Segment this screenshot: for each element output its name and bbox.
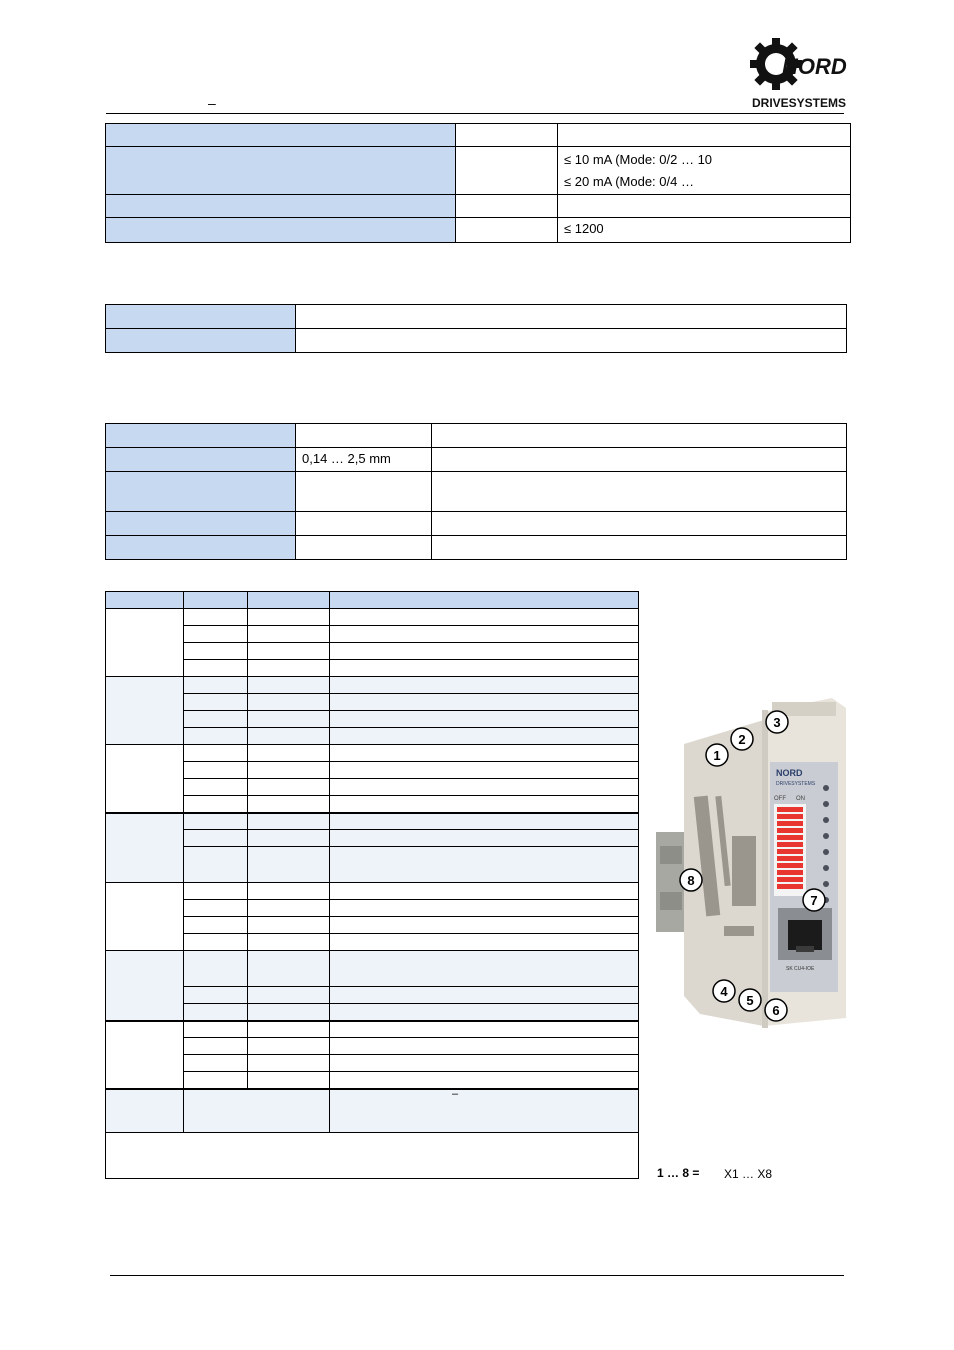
callout-4 [713, 980, 735, 1002]
svg-text:5: 5 [746, 993, 754, 1008]
dip-off-label: OFF [774, 796, 786, 802]
t1-r2-value [558, 147, 851, 195]
device-photo [656, 696, 852, 1028]
figure-legend-label: 1 … 8 = [657, 1166, 700, 1180]
svg-text:1: 1 [713, 748, 721, 763]
callout-7 [803, 889, 825, 911]
footer-rule [110, 1275, 844, 1276]
callout-6 [765, 999, 787, 1021]
pin-group-x8 [106, 1089, 184, 1133]
device-brand-sub: DRIVESYSTEMS [776, 781, 816, 787]
port-label: SK CU4-IOE [786, 966, 815, 972]
svg-text:4: 4 [720, 984, 728, 999]
pin-group-x7 [106, 1021, 184, 1089]
callout-8 [680, 869, 702, 891]
pin-table-note [106, 1133, 639, 1179]
pin-table-dash: – [452, 1088, 459, 1100]
t1-r3-label [106, 195, 456, 218]
svg-text:3: 3 [773, 715, 781, 730]
t1-r4-value: ≤ 1200 [558, 218, 851, 243]
pin-group-x6 [106, 951, 184, 1021]
t1-r4-label [106, 218, 456, 243]
spec-table-1 [105, 123, 851, 243]
pin-group-x5 [106, 883, 184, 951]
spec-table-2 [105, 304, 847, 353]
dip-on-label: ON [796, 796, 805, 802]
pin-group-x2 [106, 677, 184, 745]
svg-text:8: 8 [687, 873, 695, 888]
t1-r2-label [106, 147, 456, 195]
t3-r2-value: 0,14 … 2,5 mm [296, 448, 432, 472]
callout-3 [766, 711, 788, 733]
device-brand: NORD [776, 768, 803, 778]
t1-r2-line1: ≤ 10 mA (Mode: 0/2 … 10 [564, 152, 713, 167]
callout-1 [706, 744, 728, 766]
dip-switch-bank [774, 804, 806, 896]
logo-word: NORD [782, 54, 847, 79]
svg-text:2: 2 [738, 732, 746, 747]
t1-r1-label [106, 124, 456, 147]
svg-text:7: 7 [810, 893, 818, 908]
spec-table-3 [105, 423, 847, 560]
header-rule [106, 113, 844, 114]
t1-r2-line2: ≤ 20 mA (Mode: 0/4 … [564, 174, 694, 189]
callout-2 [731, 728, 753, 750]
pin-group-x3 [106, 745, 184, 813]
pin-group-x4 [106, 813, 184, 883]
logo-subtitle: DRIVESYSTEMS [752, 96, 847, 110]
pin-table [105, 591, 639, 1179]
svg-text:6: 6 [772, 1003, 780, 1018]
pin-group-x1 [106, 609, 184, 677]
callout-5 [739, 989, 761, 1011]
header-dash: – [208, 95, 216, 111]
figure-legend-value: X1 … X8 [724, 1167, 773, 1181]
